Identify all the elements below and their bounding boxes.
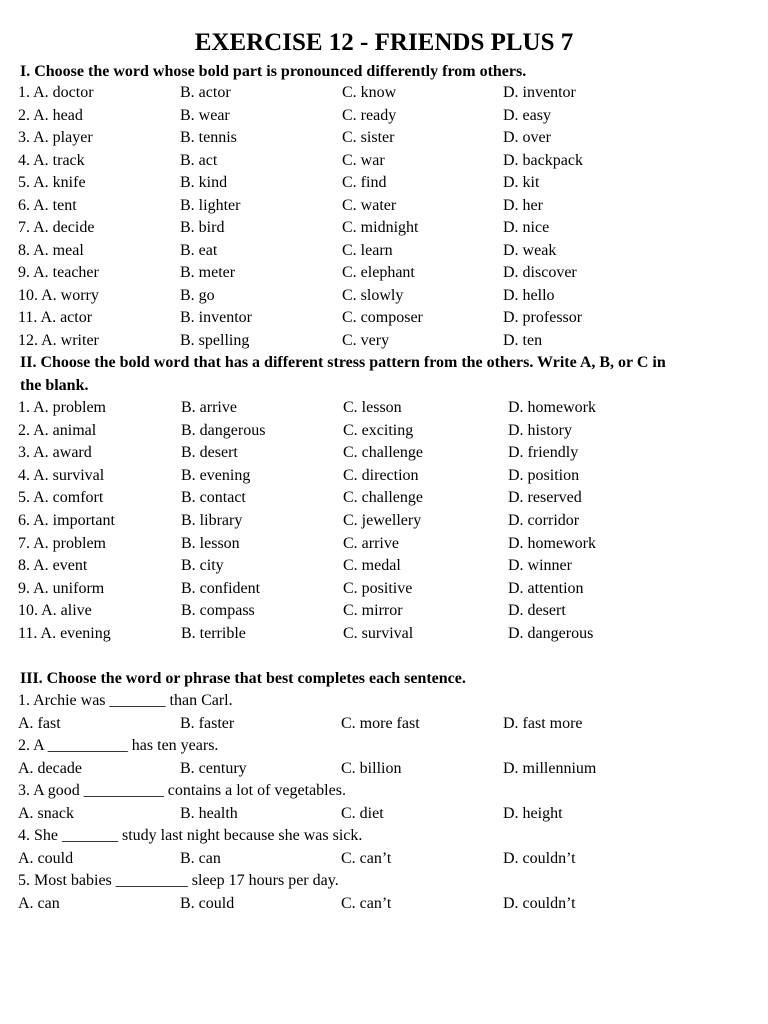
section2-row — [0, 578, 768, 600]
section3-options-row — [0, 713, 768, 735]
section3-question-stem — [0, 780, 768, 802]
section1-option-c: C. know — [342, 84, 397, 101]
section1-option-d: D. backpack — [503, 151, 583, 169]
section1-option-b: B. spelling — [180, 331, 250, 349]
question-text: 3. A good __________ contains a lot of vegetables. — [18, 782, 346, 799]
section1-option-a: 3. A. player — [18, 129, 93, 146]
section1-row — [0, 127, 768, 149]
section1-option-c: C. midnight — [342, 219, 419, 236]
section1-row — [0, 172, 768, 194]
section2-option-b: B. contact — [181, 489, 246, 507]
section1-option-c: C. composer — [342, 309, 423, 326]
section1-option-a: 10. A. worry — [18, 286, 99, 304]
section1-option-d: D. her — [503, 196, 543, 214]
section1-option-c: C. ready — [342, 106, 397, 124]
section3-option-c: C. can’t — [341, 894, 392, 912]
section2-option-d: D. corridor — [508, 512, 580, 529]
section1-heading: I. Choose the word whose bold part is pronounced differently from others. — [20, 63, 527, 80]
section1-row — [0, 195, 768, 217]
section2-option-d: D. homework — [508, 399, 596, 416]
section1-option-d: D. hello — [503, 286, 555, 304]
section1-option-c: C. water — [342, 196, 397, 214]
section1-option-c: C. war — [342, 151, 385, 169]
section1-option-b: B. go — [180, 286, 215, 304]
question-text: 5. Most babies _________ sleep 17 hours per day. — [18, 872, 339, 889]
question-text: 1. Archie was _______ than Carl. — [18, 692, 233, 709]
section2-option-b: B. compass — [181, 602, 255, 620]
section1-row — [0, 150, 768, 172]
section3-option-a: A. snack — [18, 804, 74, 822]
section2-option-c: C. challenge — [343, 489, 423, 507]
section2-heading-line2: the blank. — [20, 377, 89, 394]
section1-row — [0, 105, 768, 127]
section2-option-b: B. terrible — [181, 625, 246, 642]
section1-option-c: C. very — [342, 331, 390, 349]
section2-option-d: D. desert — [508, 602, 566, 620]
section1-option-b: B. act — [180, 151, 218, 169]
section2-heading-line1: II. Choose the bold word that has a different stress pattern from the others. Write A, B, or C in — [20, 354, 666, 371]
section2-option-a: 5. A. comfort — [18, 489, 104, 507]
section2-option-c: C. challenge — [343, 444, 423, 462]
section1-option-d: D. discover — [503, 264, 577, 281]
section1-row — [0, 285, 768, 307]
section2-option-d: D. position — [508, 466, 580, 484]
section3-option-d: D. couldn’t — [503, 894, 576, 912]
section2-option-c: C. lesson — [343, 399, 402, 416]
section1-row — [0, 217, 768, 239]
section2-option-d: D. winner — [508, 557, 572, 575]
section2-row — [0, 397, 768, 419]
section1-option-b: B. wear — [180, 106, 230, 124]
section2-option-c: C. positive — [343, 579, 413, 597]
section2-option-a: 3. A. award — [18, 444, 92, 462]
section3-question-stem — [0, 825, 768, 847]
section1-option-b: B. meter — [180, 264, 236, 281]
section1-option-a: 12. A. writer — [18, 331, 99, 349]
section1-option-a: 5. A. knife — [18, 174, 86, 191]
section2-option-c: C. survival — [343, 625, 414, 642]
section3-heading: III. Choose the word or phrase that best completes each sentence. — [20, 670, 466, 687]
section2-row — [0, 465, 768, 487]
section3-options-row — [0, 803, 768, 825]
section3-option-c: C. more fast — [341, 714, 420, 732]
section2-option-a: 1. A. problem — [18, 399, 106, 416]
section1-row — [0, 330, 768, 352]
section1-option-b: B. lighter — [180, 196, 241, 214]
section1-option-a: 2. A. head — [18, 106, 83, 124]
section1-row — [0, 82, 768, 104]
section2-option-a: 10. A. alive — [18, 602, 92, 620]
section1-option-b: B. actor — [180, 84, 231, 101]
section2-option-b: B. arrive — [181, 399, 237, 416]
section2-option-d: D. friendly — [508, 444, 579, 462]
section3-option-d: D. couldn’t — [503, 849, 576, 867]
section2-row — [0, 600, 768, 622]
section1-option-d: D. weak — [503, 241, 557, 259]
section1-option-c: C. find — [342, 174, 387, 191]
section3-option-b: B. century — [180, 759, 247, 777]
section1-option-a: 6. A. tent — [18, 196, 77, 214]
section3-option-b: B. can — [180, 849, 221, 867]
section1-option-a: 1. A. doctor — [18, 84, 94, 101]
section1-option-b: B. eat — [180, 241, 218, 259]
section1-option-b: B. tennis — [180, 129, 237, 146]
section2-row — [0, 487, 768, 509]
section1-option-d: D. over — [503, 129, 551, 146]
section3-option-a: A. fast — [18, 714, 61, 732]
section1-option-d: D. inventor — [503, 84, 576, 101]
section2-option-b: B. lesson — [181, 534, 240, 552]
section2-row — [0, 555, 768, 577]
section3-option-b: B. health — [180, 804, 238, 822]
section1-option-a: 8. A. meal — [18, 241, 84, 259]
section2-option-d: D. homework — [508, 534, 596, 552]
section3-option-c: C. billion — [341, 759, 402, 777]
section3-option-d: D. millennium — [503, 759, 597, 777]
section2-option-a: 11. A. evening — [18, 625, 111, 642]
section2-row — [0, 533, 768, 555]
section1-option-c: C. sister — [342, 129, 395, 146]
section1-option-a: 4. A. track — [18, 151, 85, 169]
section3-question-stem — [0, 735, 768, 757]
section3-option-b: B. could — [180, 894, 235, 912]
section2-option-b: B. confident — [181, 579, 261, 597]
section2-row — [0, 510, 768, 532]
section1-option-d: D. easy — [503, 106, 551, 124]
section1-option-a: 9. A. teacher — [18, 264, 99, 281]
section1-option-b: B. bird — [180, 219, 225, 236]
section2-option-d: D. dangerous — [508, 625, 594, 642]
section1-row — [0, 307, 768, 329]
section2-option-d: D. attention — [508, 579, 584, 597]
section2-option-a: 7. A. problem — [18, 534, 106, 552]
section3-options-row — [0, 758, 768, 780]
section1-option-d: D. ten — [503, 331, 543, 349]
section2-option-b: B. desert — [181, 444, 238, 462]
section1-option-a: 7. A. decide — [18, 219, 95, 236]
page-title: EXERCISE 12 - FRIENDS PLUS 7 — [194, 29, 574, 56]
section1-option-c: C. elephant — [342, 264, 415, 281]
section1-option-a: 11. A. actor — [18, 309, 93, 326]
section2-option-b: B. evening — [181, 466, 251, 484]
section3-options-row — [0, 893, 768, 915]
section2-option-d: D. history — [508, 421, 572, 439]
section3-options-row — [0, 848, 768, 870]
section3-option-a: A. decade — [18, 759, 82, 777]
section3-option-d: D. fast more — [503, 714, 583, 732]
section2-option-a: 6. A. important — [18, 512, 115, 529]
question-text: 2. A __________ has ten years. — [18, 737, 219, 754]
question-text: 4. She _______ study last night because she was sick. — [18, 827, 363, 844]
section2-row — [0, 623, 768, 645]
section2-option-a: 4. A. survival — [18, 466, 105, 484]
section3-option-c: C. diet — [341, 804, 384, 822]
section3-option-d: D. height — [503, 804, 563, 822]
section1-option-b: B. kind — [180, 174, 228, 191]
section1-row — [0, 262, 768, 284]
section2-option-c: C. arrive — [343, 534, 399, 552]
section1-option-d: D. professor — [503, 309, 583, 326]
section1-option-d: D. nice — [503, 219, 550, 236]
section2-option-a: 9. A. uniform — [18, 579, 105, 597]
section2-option-c: C. medal — [343, 557, 401, 575]
section3-question-stem — [0, 870, 768, 892]
section2-row — [0, 420, 768, 442]
section2-option-b: B. city — [181, 557, 224, 575]
section2-option-c: C. mirror — [343, 602, 403, 620]
section1-option-c: C. slowly — [342, 286, 404, 304]
section1-option-c: C. learn — [342, 241, 393, 259]
section2-option-a: 8. A. event — [18, 557, 88, 575]
section1-option-d: D. kit — [503, 174, 540, 191]
section2-option-b: B. dangerous — [181, 421, 266, 439]
section2-option-b: B. library — [181, 512, 243, 529]
section2-option-d: D. reserved — [508, 489, 582, 507]
section2-option-c: C. direction — [343, 466, 419, 484]
section2-option-c: C. exciting — [343, 421, 414, 439]
section2-row — [0, 442, 768, 464]
section3-option-a: A. can — [18, 894, 60, 912]
section1-row — [0, 240, 768, 262]
section3-option-c: C. can’t — [341, 849, 392, 867]
section2-option-a: 2. A. animal — [18, 421, 97, 439]
section3-option-a: A. could — [18, 849, 74, 867]
section3-option-b: B. faster — [180, 714, 235, 732]
section2-option-c: C. jewellery — [343, 512, 422, 529]
section1-option-b: B. inventor — [180, 309, 252, 326]
section3-question-stem — [0, 690, 768, 712]
